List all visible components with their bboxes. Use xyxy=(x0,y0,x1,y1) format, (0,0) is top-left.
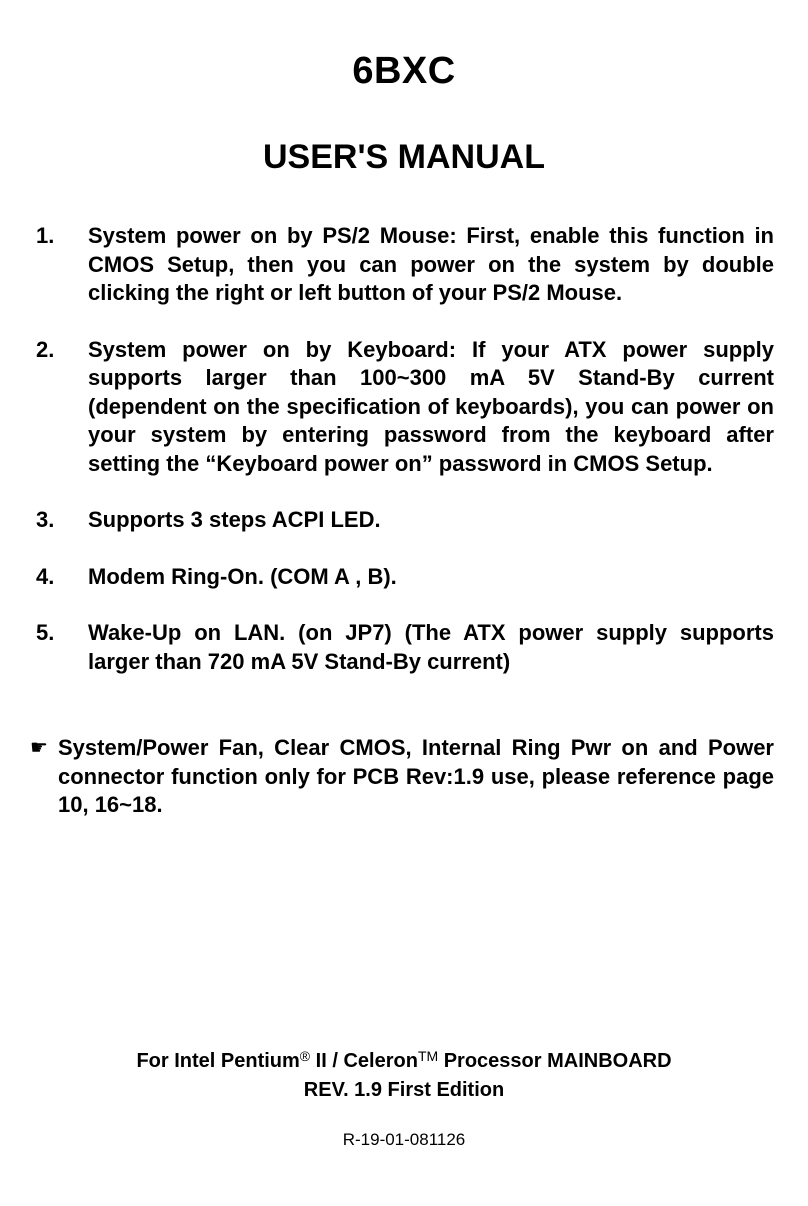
list-item xyxy=(36,336,774,479)
model-title: 6BXC xyxy=(352,50,456,92)
note-text: System/Power Fan, Clear CMOS, Internal Ring Pwr on and Power connector function only for PCB Rev:1.9 use, please reference page 10, 16~18. xyxy=(58,735,774,817)
footer xyxy=(0,1042,808,1105)
item-number: 1. xyxy=(36,223,55,248)
processor-prefix: For Intel Pentium xyxy=(136,1050,300,1072)
item-number: 5. xyxy=(36,620,55,645)
item-text: System power on by Keyboard: If your ATX power supply supports larger than 100~300 mA 5V Stand-By current (dependent on the specification of keyboards), you can power on your system by entering password from the keyboard after setting the “Keyboard power on” password in CMOS Setup. xyxy=(88,336,774,476)
manual-title: USER'S MANUAL xyxy=(263,138,545,176)
document-code: R-19-01-081126 xyxy=(342,1130,466,1149)
revision-note xyxy=(30,734,774,820)
item-number: 2. xyxy=(36,336,55,362)
list-item xyxy=(36,506,774,535)
pointing-hand-icon: ☛ xyxy=(30,737,48,759)
processor-middle: II / Celeron xyxy=(310,1050,418,1072)
list-item xyxy=(36,222,774,308)
item-text: Wake-Up on LAN. (on JP7) (The ATX power supply supports larger than 720 mA 5V Stand-By current) xyxy=(88,620,774,674)
trademark-mark: TM xyxy=(417,1048,439,1064)
item-text: Modem Ring-On. (COM A , B). xyxy=(88,563,397,589)
item-number: 4. xyxy=(36,563,55,589)
list-item xyxy=(36,619,774,676)
item-text: System power on by PS/2 Mouse: First, enable this function in CMOS Setup, then you can power on the system by double clicking the right or left button of your PS/2 Mouse. xyxy=(88,223,774,305)
processor-suffix: Processor MAINBOARD xyxy=(438,1050,672,1072)
list-item xyxy=(36,563,774,592)
feature-list xyxy=(36,222,774,704)
registered-mark: ® xyxy=(299,1048,311,1064)
processor-line xyxy=(0,1042,808,1076)
item-number: 3. xyxy=(36,507,55,532)
item-text: Supports 3 steps ACPI LED. xyxy=(88,507,381,532)
revision-line: REV. 1.9 First Edition xyxy=(303,1079,505,1101)
